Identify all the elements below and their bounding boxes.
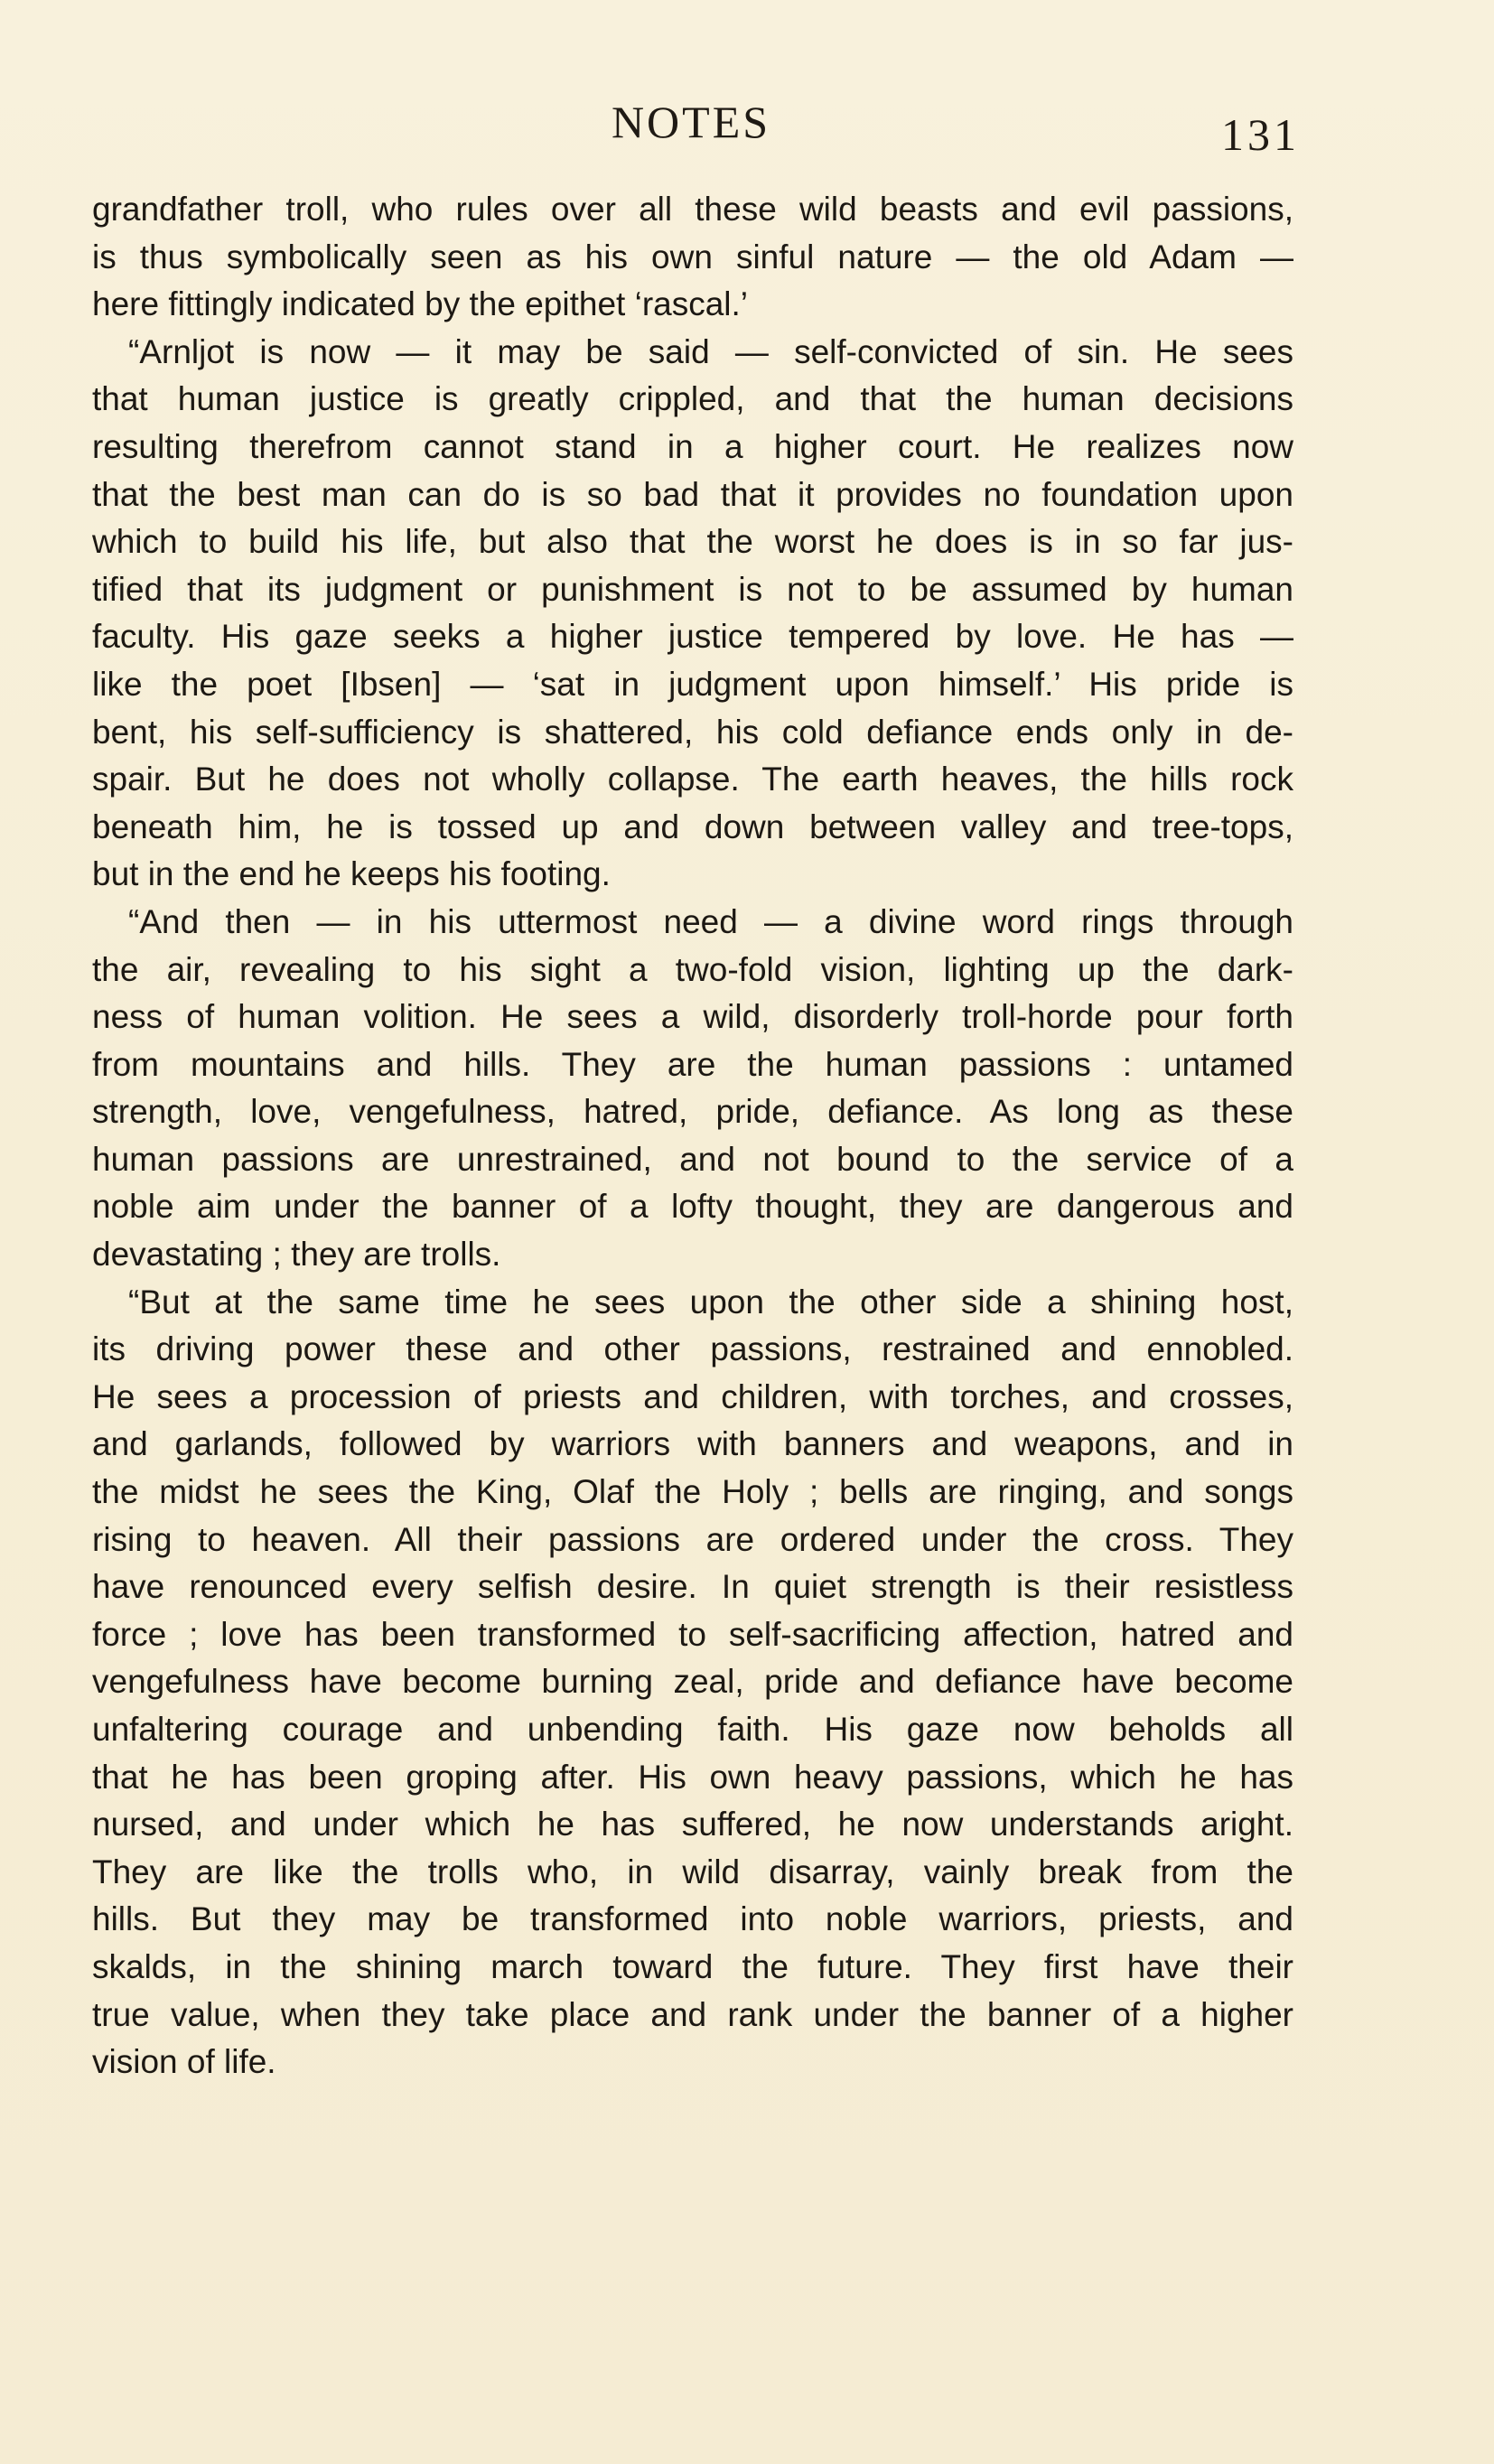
text-line: devastating ; they are trolls. [92, 1236, 501, 1274]
text-line: is thus symbolically seen as his own sinful nature — the old Adam — [92, 238, 1293, 275]
text-line: that human justice is greatly crippled, and that the human decisions [92, 380, 1293, 418]
text-line: the air, revealing to his sight a two-fold vision, lighting up the dark- [92, 950, 1293, 988]
page-number: 131 [1221, 109, 1300, 160]
text-line: tified that its judgment or punishment is not to be assumed by human [92, 570, 1293, 608]
text-line: bent, his self-sufficiency is shattered, his cold defiance ends only in de- [92, 713, 1293, 751]
text-line: which to build his life, but also that the worst he does is in so far jus- [92, 523, 1293, 561]
running-head [0, 96, 1494, 159]
text-line: He sees a procession of priests and children, with torches, and crosses, [92, 1377, 1293, 1415]
text-line: hills. But they may be transformed into noble warriors, priests, and [92, 1900, 1293, 1938]
text-line: skalds, in the shining march toward the future. They first have their [92, 1947, 1293, 1985]
text-line: They are like the trolls who, in wild disarray, vainly break from the [92, 1853, 1293, 1890]
text-line: unfaltering courage and unbending faith. His gaze now beholds all [92, 1711, 1293, 1748]
text-line: and garlands, followed by warriors with banners and weapons, and in [92, 1425, 1293, 1463]
text-line: force ; love has been transformed to self-sacrificing affection, hatred and [92, 1615, 1293, 1653]
text-line: spair. But he does not wholly collapse. The earth heaves, the hills rock [92, 761, 1293, 798]
running-head-title: NOTES [611, 97, 771, 147]
text-line: true value, when they take place and rank under the banner of a higher [92, 1995, 1293, 2033]
body-text [92, 186, 1293, 2086]
text-line: that the best man can do is so bad that it provides no foundation upon [92, 475, 1293, 513]
text-line: its driving power these and other passions, restrained and ennobled. [92, 1330, 1293, 1368]
text-line: nursed, and under which he has suffered, he now understands aright. [92, 1806, 1293, 1843]
text-line: the midst he sees the King, Olaf the Holy ; bells are ringing, and songs [92, 1473, 1293, 1511]
text-line: ness of human volition. He sees a wild, disorderly troll-horde pour forth [92, 998, 1293, 1036]
text-line: from mountains and hills. They are the human passions : untamed [92, 1045, 1293, 1083]
text-line: like the poet [Ibsen] — ‘sat in judgment upon himself.’ His pride is [92, 665, 1293, 703]
text-line: noble aim under the banner of a lofty thought, they are dangerous and [92, 1188, 1293, 1226]
text-line: strength, love, vengefulness, hatred, pride, defiance. As long as these [92, 1093, 1293, 1131]
text-line: faculty. His gaze seeks a higher justice tempered by love. He has — [92, 618, 1293, 656]
text-line: resulting therefrom cannot stand in a higher court. He realizes now [92, 427, 1293, 465]
text-line: have renounced every selfish desire. In quiet strength is their resistless [92, 1568, 1293, 1606]
text-line: but in the end he keeps his footing. [92, 855, 611, 893]
text-line: that he has been groping after. His own heavy passions, which he has [92, 1758, 1293, 1796]
text-line: vengefulness have become burning zeal, pride and defiance have become [92, 1663, 1293, 1701]
text-line: grandfather troll, who rules over all these wild beasts and evil passions, [92, 191, 1293, 228]
paragraph-first-line: “But at the same time he sees upon the other side a shining host, [128, 1283, 1293, 1321]
text-line: human passions are unrestrained, and not bound to the service of a [92, 1140, 1293, 1178]
text-line: beneath him, he is tossed up and down between valley and tree-tops, [92, 807, 1293, 845]
paragraph-first-line: “And then — in his uttermost need — a divine word rings through [128, 902, 1293, 940]
paragraph-first-line: “Arnljot is now — it may be said — self-convicted of sin. He sees [128, 332, 1293, 370]
text-line: rising to heaven. All their passions are ordered under the cross. They [92, 1520, 1293, 1558]
text-line: here fittingly indicated by the epithet ‘rascal.’ [92, 285, 749, 323]
text-line: vision of life. [92, 2043, 276, 2081]
